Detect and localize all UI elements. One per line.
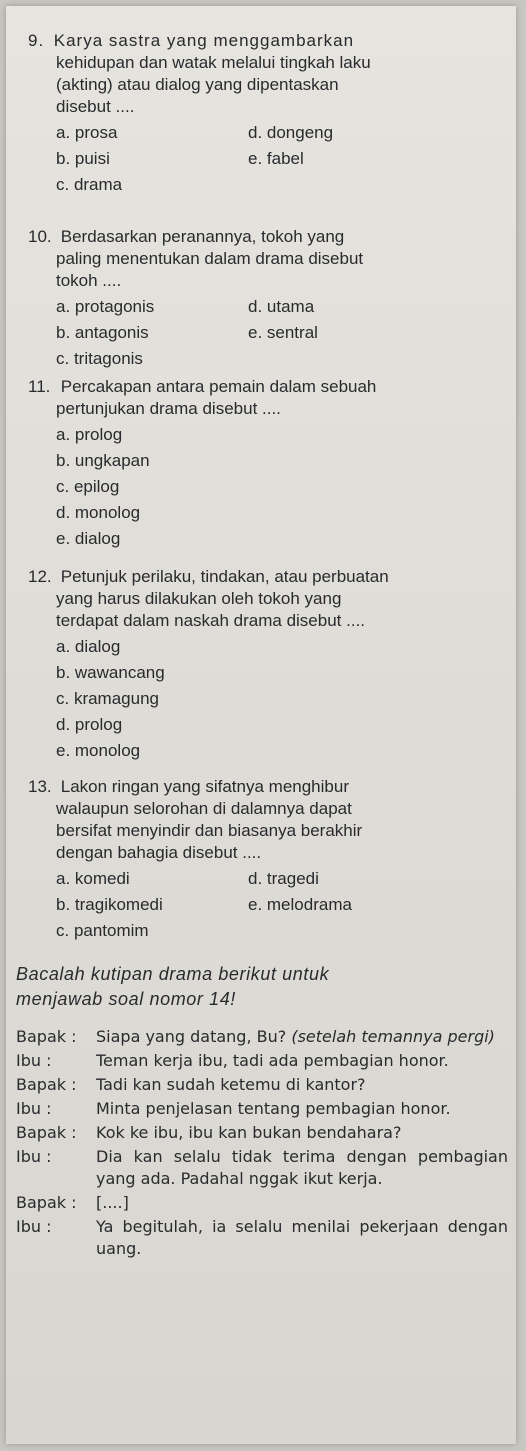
option-e[interactable]: e. monolog xyxy=(56,741,141,760)
worksheet-page xyxy=(6,6,516,1444)
option-b[interactable]: b. wawancang xyxy=(56,663,165,682)
option-a[interactable]: a. komedi xyxy=(56,869,130,888)
dialogue-text: Siapa yang datang, Bu? xyxy=(96,1027,287,1046)
dialogue-text: Teman kerja ibu, tadi ada pembagian honor. xyxy=(96,1051,449,1070)
answer-options xyxy=(28,422,498,552)
speaker-label: Bapak : xyxy=(16,1075,77,1094)
option-d[interactable]: d. dongeng xyxy=(248,123,334,142)
instruction-line: menjawab soal nomor 14! xyxy=(16,989,236,1009)
dialogue-blank: [....] xyxy=(96,1193,129,1212)
dialogue-line xyxy=(16,1026,508,1048)
speaker-label: Ibu : xyxy=(16,1099,52,1118)
question-number: 12. xyxy=(28,567,52,586)
speaker-label: Ibu : xyxy=(16,1217,52,1236)
option-c[interactable]: c. tritagonis xyxy=(56,349,143,368)
question-text-line: Petunjuk perilaku, tindakan, atau perbuatan xyxy=(60,567,389,586)
dialogue-text: Kok ke ibu, ibu kan bukan bendahara? xyxy=(96,1123,402,1142)
speaker-label: Bapak : xyxy=(16,1123,77,1142)
option-e[interactable]: e. melodrama xyxy=(248,895,352,914)
question-text-line: disebut .... xyxy=(56,97,135,116)
question-text-line: dengan bahagia disebut .... xyxy=(56,843,262,862)
option-e[interactable]: e. fabel xyxy=(248,149,304,168)
question-number: 9. xyxy=(28,31,45,50)
question-text-line: yang harus dilakukan oleh tokoh yang xyxy=(56,589,342,608)
dialogue-line xyxy=(16,1146,508,1190)
speaker-label: Ibu : xyxy=(16,1051,52,1070)
question-12 xyxy=(28,566,498,764)
speaker-label: Bapak : xyxy=(16,1027,77,1046)
question-text-line: walaupun selorohan di dalamnya dapat xyxy=(56,799,352,818)
option-d[interactable]: d. prolog xyxy=(56,715,123,734)
option-a[interactable]: a. protagonis xyxy=(56,297,155,316)
question-text-line: Karya sastra yang menggambarkan xyxy=(53,31,355,50)
question-text-line: pertunjukan drama disebut .... xyxy=(56,399,281,418)
option-a[interactable]: a. prosa xyxy=(56,123,118,142)
option-a[interactable]: a. dialog xyxy=(56,637,121,656)
option-d[interactable]: d. utama xyxy=(248,297,315,316)
question-number: 10. xyxy=(28,227,52,246)
option-b[interactable]: b. tragikomedi xyxy=(56,895,163,914)
answer-options xyxy=(28,120,498,198)
answer-options xyxy=(28,866,498,944)
question-10 xyxy=(28,226,498,372)
question-text-line: Percakapan antara pemain dalam sebuah xyxy=(60,377,377,396)
option-b[interactable]: b. ungkapan xyxy=(56,451,150,470)
option-a[interactable]: a. prolog xyxy=(56,425,123,444)
question-text-line: paling menentukan dalam drama disebut xyxy=(56,249,364,268)
dialogue-text: Dia kan selalu tidak terima dengan pembagian yang ada. Padahal nggak ikut kerja. xyxy=(96,1147,508,1188)
option-b[interactable]: b. antagonis xyxy=(56,323,149,342)
dialogue-line xyxy=(16,1050,508,1072)
instruction-line: Bacalah kutipan drama berikut untuk xyxy=(16,964,330,984)
option-c[interactable]: c. kramagung xyxy=(56,689,159,708)
option-c[interactable]: c. drama xyxy=(56,175,123,194)
dialogue-line xyxy=(16,1192,508,1214)
option-e[interactable]: e. dialog xyxy=(56,529,121,548)
option-c[interactable]: c. epilog xyxy=(56,477,120,496)
question-text-line: kehidupan dan watak melalui tingkah laku xyxy=(56,53,371,72)
question-text-line: tokoh .... xyxy=(56,271,122,290)
option-d[interactable]: d. tragedi xyxy=(248,869,319,888)
question-text-line: bersifat menyindir dan biasanya berakhir xyxy=(56,821,363,840)
speaker-label: Ibu : xyxy=(16,1147,52,1166)
question-text-line: Lakon ringan yang sifatnya menghibur xyxy=(60,777,349,796)
question-number: 11. xyxy=(28,377,51,396)
dialogue-text: Tadi kan sudah ketemu di kantor? xyxy=(96,1075,366,1094)
answer-options xyxy=(28,634,498,764)
reading-instruction xyxy=(16,962,508,1012)
stage-direction: (setelah temannya pergi) xyxy=(291,1027,495,1046)
dialogue-line xyxy=(16,1216,508,1260)
drama-excerpt xyxy=(16,1026,508,1262)
option-d[interactable]: d. monolog xyxy=(56,503,141,522)
question-text-line: (akting) atau dialog yang dipentaskan xyxy=(56,75,339,94)
answer-options xyxy=(28,294,498,372)
question-text-line: terdapat dalam naskah drama disebut .... xyxy=(56,611,366,630)
dialogue-line xyxy=(16,1098,508,1120)
dialogue-line xyxy=(16,1074,508,1096)
dialogue-line xyxy=(16,1122,508,1144)
question-13 xyxy=(28,776,498,944)
question-number: 13. xyxy=(28,777,52,796)
option-c[interactable]: c. pantomim xyxy=(56,921,149,940)
option-e[interactable]: e. sentral xyxy=(248,323,318,342)
question-text-line: Berdasarkan peranannya, tokoh yang xyxy=(60,227,345,246)
question-9 xyxy=(28,30,498,198)
question-11 xyxy=(28,376,498,552)
dialogue-text: Ya begitulah, ia selalu menilai pekerjaan dengan uang. xyxy=(96,1217,508,1258)
speaker-label: Bapak : xyxy=(16,1193,77,1212)
dialogue-text: Minta penjelasan tentang pembagian honor. xyxy=(96,1099,451,1118)
option-b[interactable]: b. puisi xyxy=(56,149,110,168)
